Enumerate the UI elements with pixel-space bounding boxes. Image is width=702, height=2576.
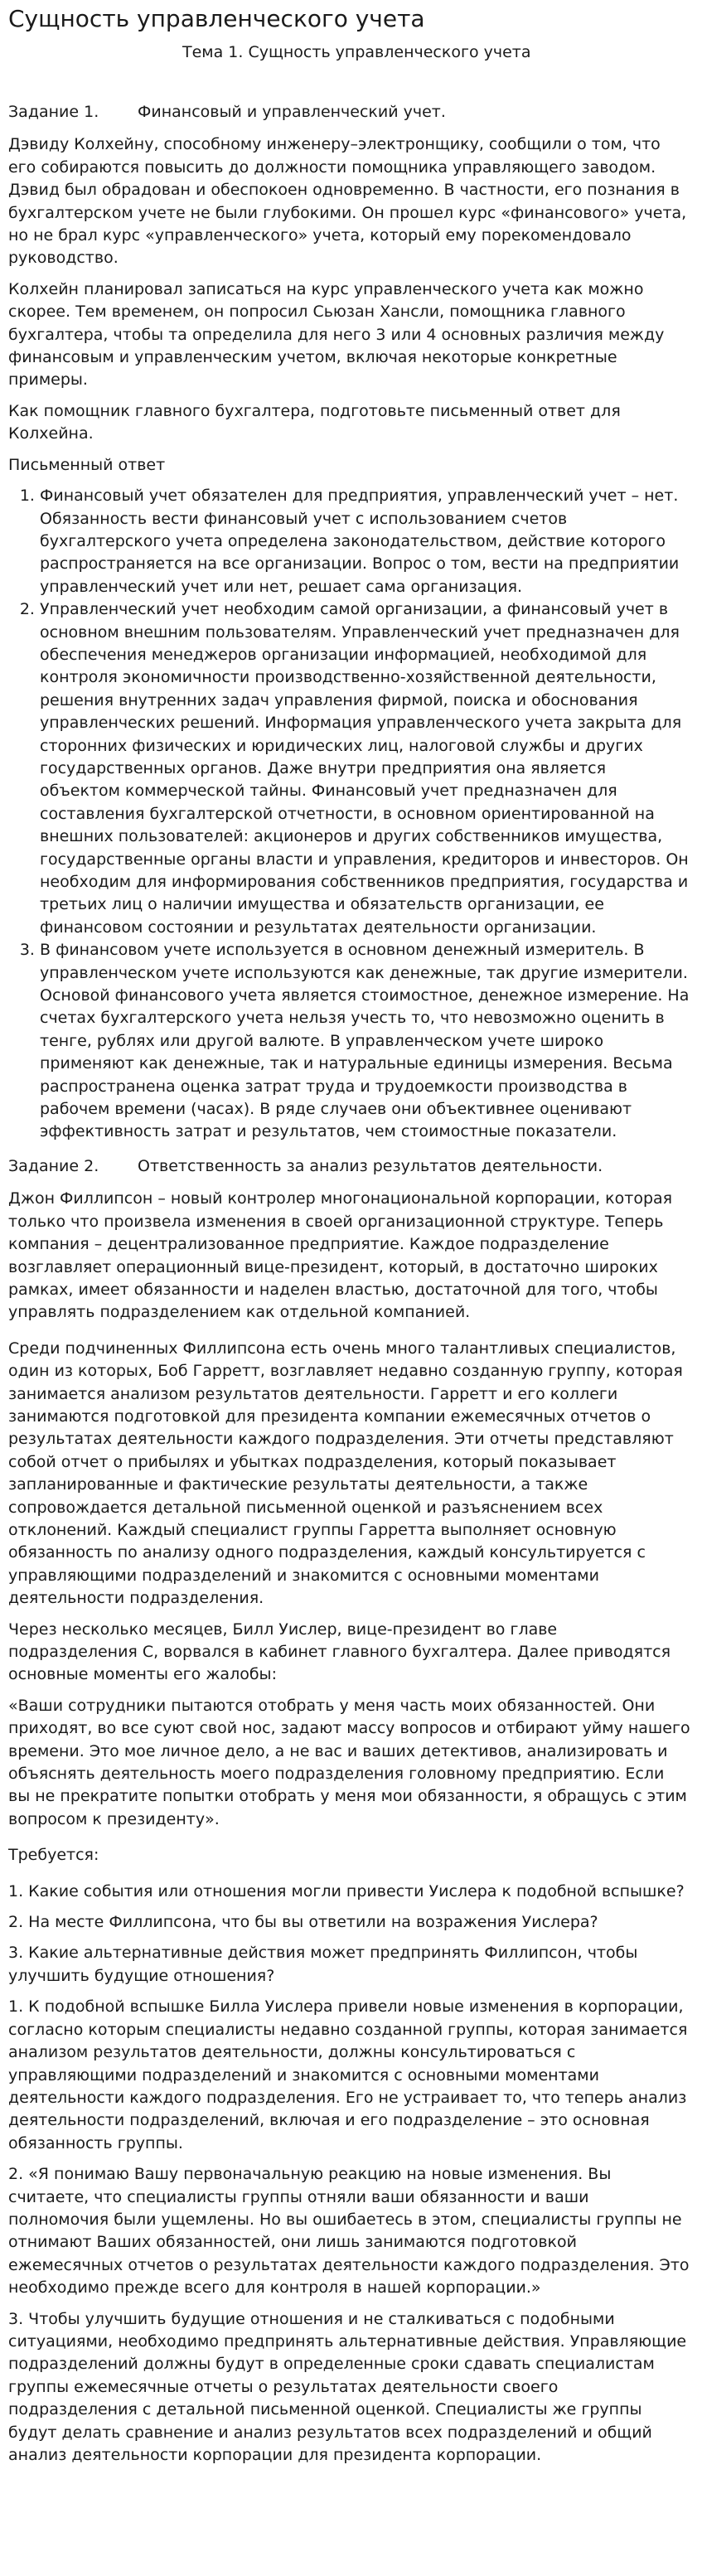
topic-heading: Тема 1. Сущность управленческого учета	[182, 43, 531, 61]
task2-paragraph: Среди подчиненных Филлипсона есть очень много талантливых специалистов, один из которых, Боб Гарретт, возглавляет недавно созданную группу, которая занимается анализом результатов деятельности. Гарретт и его коллеги занимаются подготовкой для президента компании ежемесячных отчетов о результатах деятельности каждого подразделения. Эти отчеты представляют собой отчет о прибылях и убытках подразделения, который показывает запланированные и фактические результаты деятельности, а также сопровождается детальной письменной оценкой и разъяснением всех отклонений. Каждый специалист группы Гарретта выполняет основную обязанность по анализу одного подразделения, каждый консультируется с управляющими подразделений и знакомится с основными моментами деятельности подразделения.	[8, 1339, 683, 1608]
task2-paragraph: Джон Филлипсон – новый контролер многонациональной корпорации, которая только что произвела изменения в своей организационной структуре. Теперь компания – децентрализованное предприятие. Каждое подразделение возглавляет операционный вице-президент, который, в достаточно широких рамках, имеет обязанности и наделен властью, достаточной для того, чтобы управлять подразделением как отдельной компанией.	[8, 1189, 673, 1322]
task1-number: Задание 1.	[8, 103, 99, 121]
complaint-quote: «Ваши сотрудники пытаются отобрать у меня часть моих обязанностей. Они приходят, во все суют свой нос, задают массу вопросов и отбирают уйму нашего времени. Это мое личное дело, а не вас и ваших детективов, анализировать и объяснять деятельность моего подразделения головному предприятию. Если вы не прекратите попытки отобрать у меня мои обязанности, я обращусь с этим вопросом к президенту».	[8, 1696, 690, 1828]
question-item: 2. На месте Филлипсона, что бы вы ответили на возражения Уислера?	[8, 1913, 598, 1932]
task1-title: Финансовый и управленческий учет.	[138, 103, 446, 121]
task1-paragraph: Как помощник главного бухгалтера, подготовьте письменный ответ для Колхейна.	[8, 401, 621, 443]
task1-heading	[8, 101, 690, 123]
written-answer-label: Письменный ответ	[8, 455, 166, 474]
task2-heading	[8, 1155, 690, 1178]
response-item: 1. К подобной вспышке Билла Уислера привели новые изменения в корпорации, согласно которым специалисты недавно созданной группы, которая занимается анализом результатов деятельности, должны консультироваться с управляющими подразделений и знакомится с основными моментами деятельности каждого подразделения. Его не устраивает то, что теперь анализ деятельности подразделений, включая и его подразделение – это основная обязанность группы.	[8, 1997, 688, 2152]
answer-item: 1. Финансовый учет обязателен для предприятия, управленческий учет – нет. Обязанность вести финансовый учет с использованием счетов бухгалтерского учета определена законодательством, действие которого распространяется на все организации. Вопрос о том, вести на предприятии управленческий учет или нет, решает сама организация.	[40, 485, 690, 598]
document-title: Сущность управленческого учета	[8, 5, 425, 32]
question-item: 3. Какие альтернативные действия может предпринять Филлипсон, чтобы улучшить будущие отношения?	[8, 1944, 638, 1985]
task1-paragraph: Дэвиду Колхейну, способному инженеру–электронщику, сообщили о том, что его собираются повысить до должности помощника управляющего заводом. Дэвид был обрадован и обеспокоен одновременно. В частности, его познания в бухгалтерском учете не были глубокими. Он прошел курс «финансового» учета, но не брал курс «управленческого» учета, который ему порекомендовало руководство.	[8, 135, 687, 268]
answer-item: 2. Управленческий учет необходим самой организации, а финансовый учет в основном внешним пользователям. Управленческий учет предназначен для обеспечения менеджеров организации информацией, необходимой для контроля экономичности производственно-хозяйственной деятельности, решения внутренних задач управления фирмой, поиска и обоснования управленческих решений. Информация управленческого учета закрыта для сторонних физических и юридических лиц, налоговой службы и других государственных органов. Даже внутри предприятия она является объектом коммерческой тайны. Финансовый учет предназначен для составления бухгалтерской отчетности, в основном ориентированной на внешних пользователей: акционеров и других собственников имущества, государственные органы власти и управления, кредиторов и инвесторов. Он необходим для информирования собственников предприятия, государства и третьих лиц о наличии имущества и обязательств организации, ее финансовом состоянии и результатах деятельности организации.	[40, 598, 690, 939]
answer-item: 3. В финансовом учете используется в основном денежный измеритель. В управленческом учете используются как денежные, так другие измерители. Основой финансового учета является стоимостное, денежное измерение. На счетах бухгалтерского учета нельзя учесть то, что невозможно оценить в тенге, рублях или другой валюте. В управленческом учете широко применяют как денежные, так и натуральные единицы измерения. Весьма распространена оценка затрат труда и трудоемкости производства в рабочем времени (часах). В ряде случаев они объективнее оценивают эффективность затрат и результатов, чем стоимостные показатели.	[40, 939, 690, 1144]
response-item: 2. «Я понимаю Вашу первоначальную реакцию на новые изменения. Вы считаете, что специалисты группы отняли ваши обязанности и ваши полномочия были ущемлены. Но вы ошибаетесь в этом, специалисты группы не отнимают Ваших обязанностей, они лишь занимаются подготовкой ежемесячных отчетов о результатах деятельности каждого подразделения. Это необходимо прежде всего для контроля в нашей корпорации.»	[8, 2165, 690, 2298]
answer-list	[8, 485, 690, 1144]
task2-number: Задание 2.	[8, 1156, 99, 1175]
task2-paragraph: Через несколько месяцев, Билл Уислер, вице-президент во главе подразделения С, ворвался в кабинет главного бухгалтера. Далее приводятся основные моменты его жалобы:	[8, 1620, 671, 1684]
task2-title: Ответственность за анализ результатов деятельности.	[138, 1156, 603, 1175]
question-item: 1. Какие события или отношения могли привести Уислера к подобной вспышке?	[8, 1881, 685, 1901]
response-item: 3. Чтобы улучшить будущие отношения и не сталкиваться с подобными ситуациями, необходимо предпринять альтернативные действия. Управляющие подразделений должны будут в определенные сроки сдавать специалистам группы ежемесячные отчеты о результатах деятельности своего подразделения с детальной письменной оценкой. Специалисты же группы будут делать сравнение и анализ результатов всех подразделений и общий анализ деятельности корпорации для президента корпорации.	[8, 2309, 687, 2464]
task1-paragraph: Колхейн планировал записаться на курс управленческого учета как можно скорее. Тем временем, он попросил Сьюзан Хансли, помощника главного бухгалтера, чтобы та определила для него 3 или 4 основных различия между финансовым и управленческим учетом, включая некоторые конкретные примеры.	[8, 279, 665, 390]
required-label: Требуется:	[8, 1846, 99, 1865]
